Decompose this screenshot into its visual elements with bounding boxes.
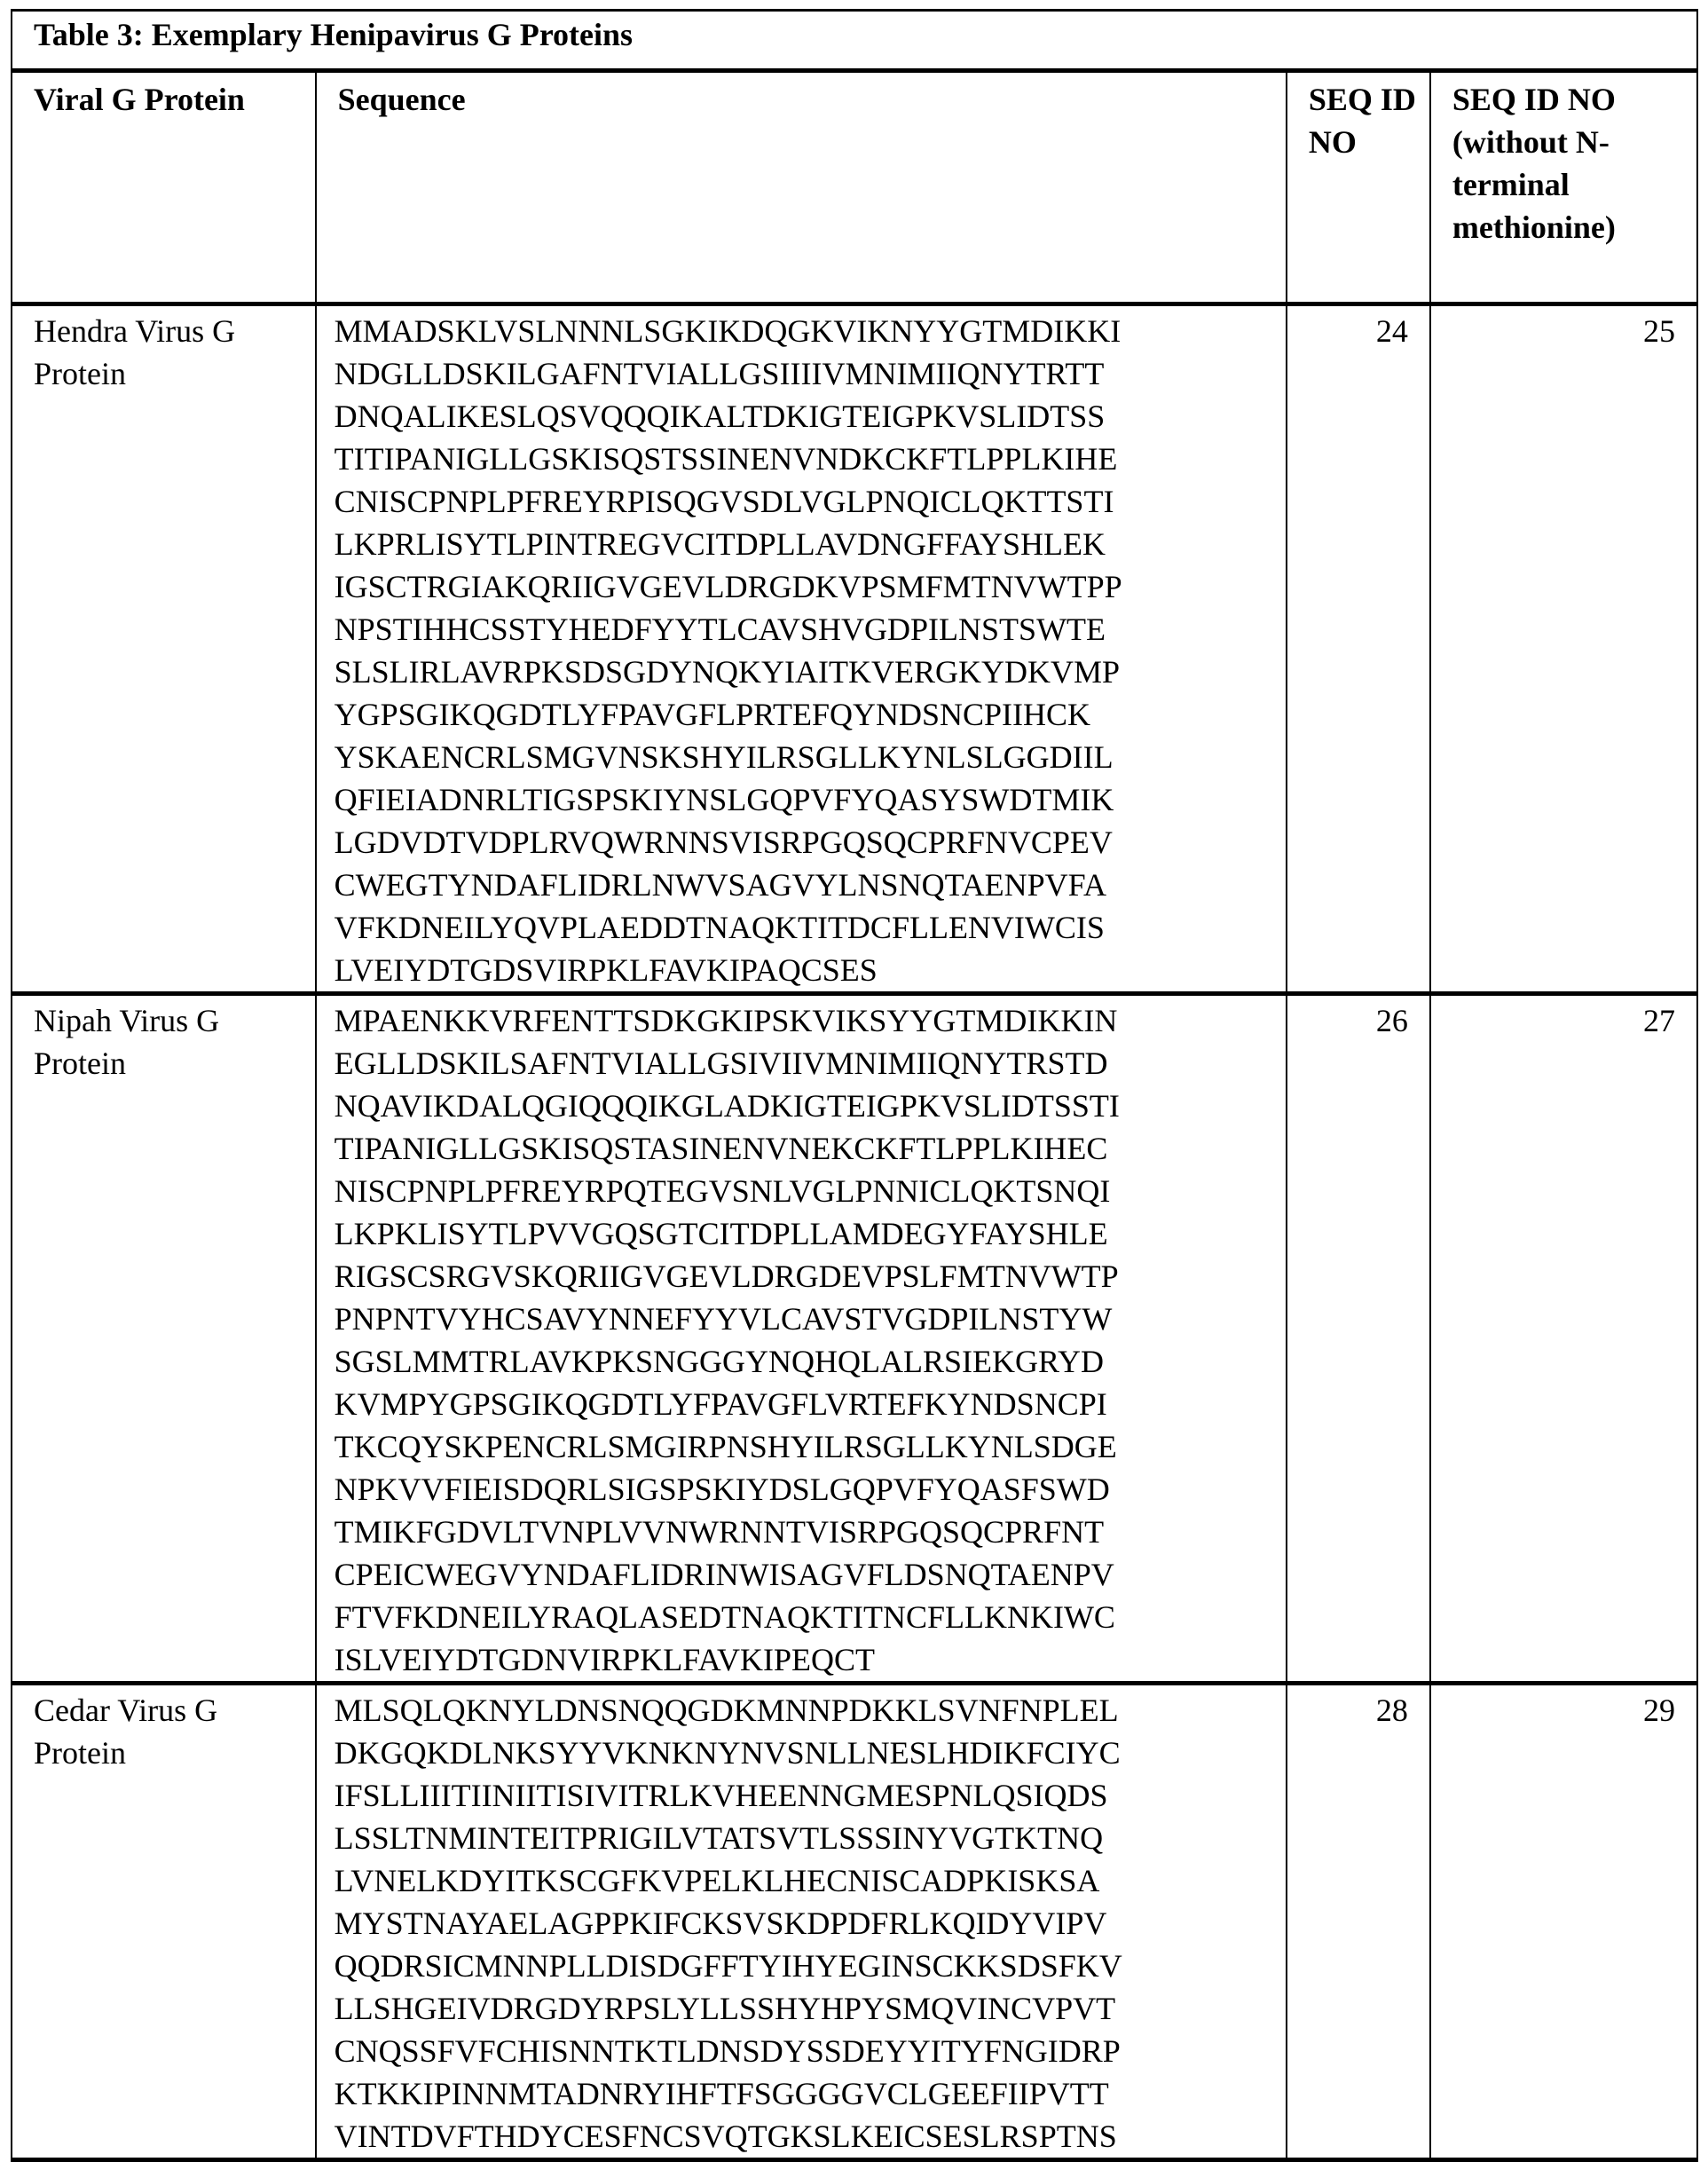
sequence-line: MLSQLQKNYLDNSNQQGDKMNNPDKKLSVNFNPLEL	[334, 1693, 1119, 1728]
sequence-line: LGDVDTVDPLRVQWRNNSVISRPGQSQCPRFNVCPEV	[334, 825, 1113, 860]
sequence-line: CPEICWEGVYNDAFLIDRINWISAGVFLDSNQTAENPV	[334, 1557, 1114, 1592]
sequence-line: LVEIYDTGDSVIRPKLFAVKIPAQCSES	[334, 952, 878, 988]
sequence-line: KTKKIPINNMTADNRYIHFTFSGGGGVCLGEEFIIPVTT	[334, 2076, 1109, 2111]
sequence-line: LVNELKDYITKSCGFKVPELKLHECNISCADPKISKSA	[334, 1863, 1100, 1898]
sequence-line: NQAVIKDALQGIQQQIKGLADKIGTEIGPKVSLIDTSSTI	[334, 1088, 1120, 1124]
sequence-line: TMIKFGDVLTVNPLVVNWRNNTVISRPGQSQCPRFNT	[334, 1514, 1105, 1550]
sequence-line: NISCPNPLPFREYRPQTEGVSNLVGLPNNICLQKTSNQI	[334, 1173, 1111, 1209]
table-row	[12, 1684, 1697, 2160]
sequence-line: MYSTNAYAELAGPPKIFCKSVSKDPDFRLKQIDYVIPV	[334, 1906, 1107, 1941]
sequence-line: QQDRSICMNNPLLDISDGFFTYIHYEGINSCKKSDSFKV	[334, 1948, 1122, 1984]
seq-id-cell: 28	[1287, 1684, 1430, 2160]
sequence-line: TIPANIGLLGSKISQSTASINENVNEKCKFTLPPLKIHEC	[334, 1131, 1108, 1166]
sequence-line: MMADSKLVSLNNNLSGKIKDQGKVIKNYYGTMDIKKI	[334, 313, 1122, 349]
sequence-line: YSKAENCRLSMGVNSKSHYILRSGLLKYNLSLGGDIIL	[334, 739, 1114, 775]
seq-id-without-met-cell: 27	[1430, 994, 1697, 1684]
table-title: Table 3: Exemplary Henipavirus G Proteins	[12, 11, 1697, 71]
sequence-line: MPAENKKVRFENTTSDKGKIPSKVIKSYYGTMDIKKIN	[334, 1003, 1118, 1038]
sequence-line: CWEGTYNDAFLIDRLNWVSAGVYLNSNQTAENPVFA	[334, 867, 1107, 903]
protein-name-cell: Hendra Virus G Protein	[12, 304, 316, 994]
sequence-line: ISLVEIYDTGDNVIRPKLFAVKIPEQCT	[334, 1642, 875, 1677]
sequence-line: TKCQYSKPENCRLSMGIRPNSHYILRSGLLKYNLSDGE	[334, 1429, 1117, 1464]
sequence-line: QFIEIADNRLTIGSPSKIYNSLGQPVFYQASYSWDTMIK	[334, 782, 1114, 817]
table-row	[12, 304, 1697, 994]
sequence-line: CNISCPNPLPFREYRPISQGVSDLVGLPNQICLQKTTSTI	[334, 484, 1114, 519]
seq-id-without-met-cell: 29	[1430, 1684, 1697, 2160]
sequence-line: DNQALIKESLQSVQQQIKALTDKIGTEIGPKVSLIDTSS	[334, 398, 1106, 434]
sequence-line: YGPSGIKQGDTLYFPAVGFLPRTEFQYNDSNCPIIHCK	[334, 697, 1091, 732]
sequence-line: IFSLLIIITIINIITISIVITRLKVHEENNGMESPNLQSIQDS	[334, 1778, 1108, 1813]
protein-name-cell: Cedar Virus G Protein	[12, 1684, 316, 2160]
header-sequence: Sequence	[316, 71, 1287, 304]
header-viral-g-protein: Viral G Protein	[12, 71, 316, 304]
sequence-cell	[316, 1684, 1287, 2160]
sequence-line: LKPRLISYTLPINTREGVCITDPLLAVDNGFFAYSHLEK	[334, 526, 1106, 562]
sequence-line: SGSLMMTRLAVKPKSNGGGYNQHQLALRSIEKGRYD	[334, 1344, 1105, 1379]
seq-id-cell: 24	[1287, 304, 1430, 994]
sequence-line: KVMPYGPSGIKQGDTLYFPAVGFLVRTEFKYNDSNCPI	[334, 1386, 1107, 1422]
header-seq-id-no: SEQ ID NO	[1287, 71, 1430, 304]
header-row	[12, 71, 1697, 304]
sequence-line: NDGLLDSKILGAFNTVIALLGSIIIIVMNIMIIQNYTRTT	[334, 356, 1105, 391]
sequence-line: RIGSCSRGVSKQRIIGVGEVLDRGDEVPSLFMTNVWTP	[334, 1259, 1119, 1294]
sequence-line: LSSLTNMINTEITPRIGILVTATSVTLSSSINYVGTKTNQ	[334, 1820, 1104, 1856]
sequence-line: VINTDVFTHDYCESFNCSVQTGKSLKEICSESLRSPTNS	[334, 2119, 1117, 2154]
sequence-line: DKGQKDLNKSYYVKNKNYNVSNLLNESLHDIKFCIYC	[334, 1735, 1121, 1771]
sequence-line: LKPKLISYTLPVVGQSGTCITDPLLAMDEGYFAYSHLE	[334, 1216, 1108, 1251]
seq-id-cell: 26	[1287, 994, 1430, 1684]
sequence-line: EGLLDSKILSAFNTVIALLGSIVIIVMNIMIIQNYTRSTD	[334, 1045, 1108, 1081]
sequence-line: FTVFKDNEILYRAQLASEDTNAQKTITNCFLLKNKIWC	[334, 1599, 1115, 1635]
sequence-line: CNQSSFVFCHISNNTKTLDNSDYSSDEYYITYFNGIDRP	[334, 2033, 1121, 2069]
table-row	[12, 994, 1697, 1684]
sequence-line: NPSTIHHCSSTYHEDFYYTLCAVSHVGDPILNSTSWTE	[334, 612, 1106, 647]
sequence-cell	[316, 304, 1287, 994]
sequence-line: VFKDNEILYQVPLAEDDTNAQKTITDCFLLENVIWCIS	[334, 910, 1105, 945]
sequence-line: NPKVVFIEISDQRLSIGSPSKIYDSLGQPVFYQASFSWD	[334, 1472, 1110, 1507]
henipavirus-g-proteins-table	[11, 9, 1698, 2162]
sequence-cell	[316, 994, 1287, 1684]
sequence-line: IGSCTRGIAKQRIIGVGEVLDRGDKVPSMFMTNVWTPP	[334, 569, 1122, 604]
seq-id-without-met-cell: 25	[1430, 304, 1697, 994]
sequence-line: PNPNTVYHCSAVYNNEFYYVLCAVSTVGDPILNSTYW	[334, 1301, 1113, 1337]
header-seq-id-no-without-met: SEQ ID NO (without N-terminal methionine)	[1430, 71, 1697, 304]
sequence-line: SLSLIRLAVRPKSDSGDYNQKYIAITKVERGKYDKVMP	[334, 654, 1121, 690]
sequence-line: TITIPANIGLLGSKISQSTSSINENVNDKCKFTLPPLKIHE	[334, 441, 1118, 477]
sequence-line: LLSHGEIVDRGDYRPSLYLLSSHYHPYSMQVINCVPVT	[334, 1991, 1116, 2026]
protein-name-cell: Nipah Virus G Protein	[12, 994, 316, 1684]
